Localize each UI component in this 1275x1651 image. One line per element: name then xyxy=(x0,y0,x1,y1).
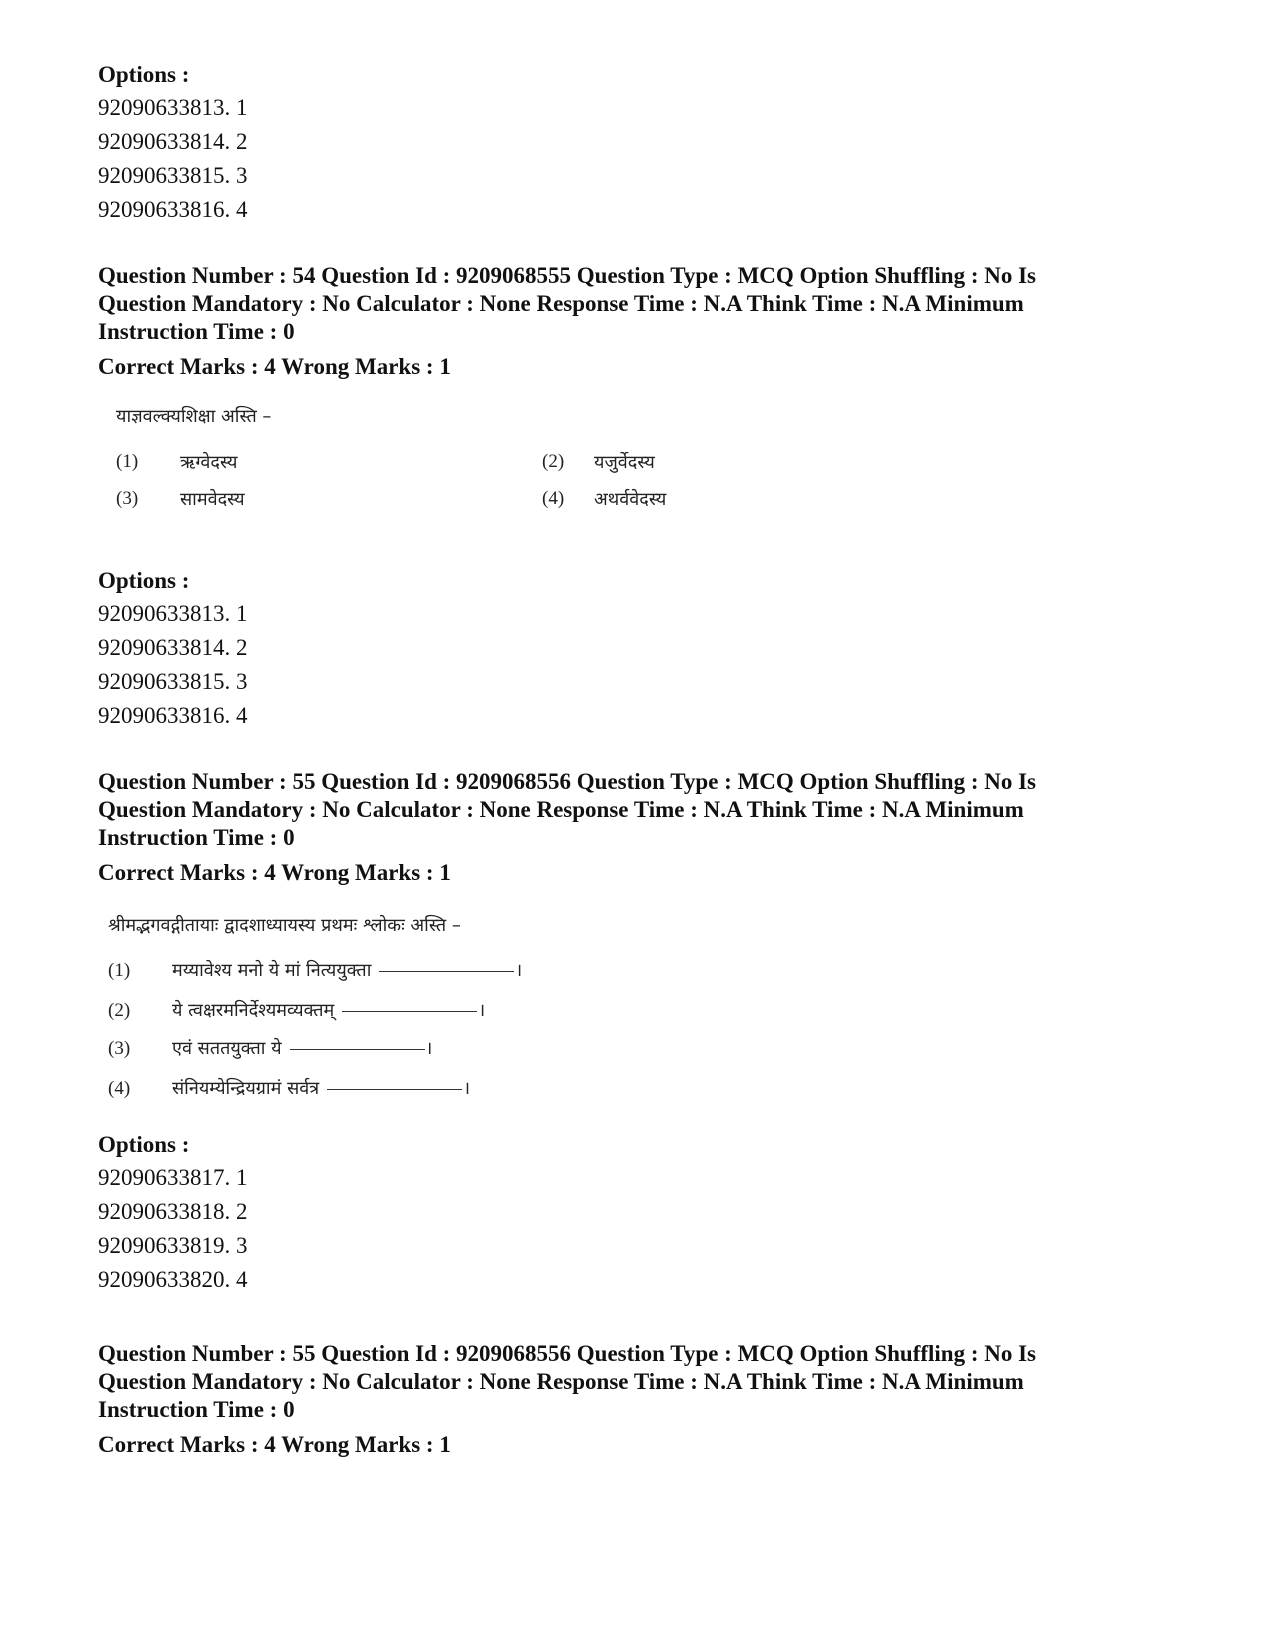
answer-blank xyxy=(290,1049,425,1050)
choice-line xyxy=(172,1036,432,1060)
options-title: Options : xyxy=(98,1132,190,1157)
question-meta-line: Instruction Time : 0 xyxy=(98,319,295,344)
answer-blank xyxy=(379,971,514,972)
question-54-header xyxy=(98,262,1178,381)
option-item: 92090633817. 1 xyxy=(98,1165,248,1190)
options-title: Options : xyxy=(98,62,190,87)
question-55-header-repeat xyxy=(98,1340,1178,1459)
options-block-top xyxy=(98,58,248,227)
answer-blank xyxy=(342,1011,477,1012)
danda: । xyxy=(515,960,523,981)
option-item: 92090633815. 3 xyxy=(98,163,248,188)
choice-text: अथर्ववेदस्य xyxy=(594,489,667,510)
options-block-q55 xyxy=(98,1128,248,1297)
option-item: 92090633819. 3 xyxy=(98,1233,248,1258)
option-item: 92090633820. 4 xyxy=(98,1267,248,1292)
option-item: 92090633813. 1 xyxy=(98,601,248,626)
choice-text: संनियम्येन्द्रियग्रामं सर्वत्र xyxy=(172,1078,320,1099)
question-meta-line: Instruction Time : 0 xyxy=(98,1397,295,1422)
danda: । xyxy=(463,1078,471,1099)
choice-text: ये त्वक्षरमनिर्देश्यमव्यक्तम् xyxy=(172,1000,335,1021)
choice-number: (1) xyxy=(108,960,131,981)
question-stem: श्रीमद्भगवद्गीतायाः द्वादशाध्यायस्य प्रथमः श्लोकः अस्ति – xyxy=(108,915,461,936)
option-item: 92090633814. 2 xyxy=(98,129,248,154)
choice-text: सामवेदस्य xyxy=(180,489,245,510)
options-block-q54 xyxy=(98,564,248,733)
choice-number: (1) xyxy=(116,451,139,472)
danda: । xyxy=(478,1000,486,1021)
choice-number: (3) xyxy=(116,488,139,509)
question-marks: Correct Marks : 4 Wrong Marks : 1 xyxy=(98,354,451,379)
choice-line xyxy=(172,958,522,982)
option-item: 92090633815. 3 xyxy=(98,669,248,694)
option-item: 92090633813. 1 xyxy=(98,95,248,120)
question-meta-line: Question Mandatory : No Calculator : None Response Time : N.A Think Time : N.A Minimum xyxy=(98,1369,1024,1394)
choice-number: (2) xyxy=(542,451,565,472)
question-marks: Correct Marks : 4 Wrong Marks : 1 xyxy=(98,1432,451,1457)
choice-line xyxy=(172,1076,470,1100)
option-item: 92090633816. 4 xyxy=(98,197,248,222)
choice-number: (3) xyxy=(108,1038,131,1059)
question-meta-line: Question Number : 55 Question Id : 9209068556 Question Type : MCQ Option Shuffling : No Is xyxy=(98,1341,1037,1366)
question-55-header xyxy=(98,768,1178,887)
question-meta-line: Question Number : 55 Question Id : 9209068556 Question Type : MCQ Option Shuffling : No Is xyxy=(98,769,1037,794)
choice-text: यजुर्वेदस्य xyxy=(594,452,655,473)
question-meta-line: Question Mandatory : No Calculator : None Response Time : N.A Think Time : N.A Minimum xyxy=(98,797,1024,822)
choice-number: (4) xyxy=(108,1078,131,1099)
choice-number: (2) xyxy=(108,1000,131,1021)
choice-number: (4) xyxy=(542,488,565,509)
choice-text: मय्यावेश्य मनो ये मां नित्ययुक्ता xyxy=(172,960,372,981)
question-meta-line: Question Number : 54 Question Id : 9209068555 Question Type : MCQ Option Shuffling : No Is xyxy=(98,263,1037,288)
option-item: 92090633816. 4 xyxy=(98,703,248,728)
options-title: Options : xyxy=(98,568,190,593)
danda: । xyxy=(425,1038,433,1059)
answer-blank xyxy=(327,1089,462,1090)
question-marks: Correct Marks : 4 Wrong Marks : 1 xyxy=(98,860,451,885)
choice-line xyxy=(172,998,485,1022)
question-meta-line: Instruction Time : 0 xyxy=(98,825,295,850)
question-meta-line: Question Mandatory : No Calculator : None Response Time : N.A Think Time : N.A Minimum xyxy=(98,291,1024,316)
question-stem: याज्ञवल्क्यशिक्षा अस्ति – xyxy=(116,406,272,427)
option-item: 92090633814. 2 xyxy=(98,635,248,660)
choice-text: एवं सततयुक्ता ये xyxy=(172,1038,282,1059)
option-item: 92090633818. 2 xyxy=(98,1199,248,1224)
choice-text: ऋग्वेदस्य xyxy=(180,452,238,473)
